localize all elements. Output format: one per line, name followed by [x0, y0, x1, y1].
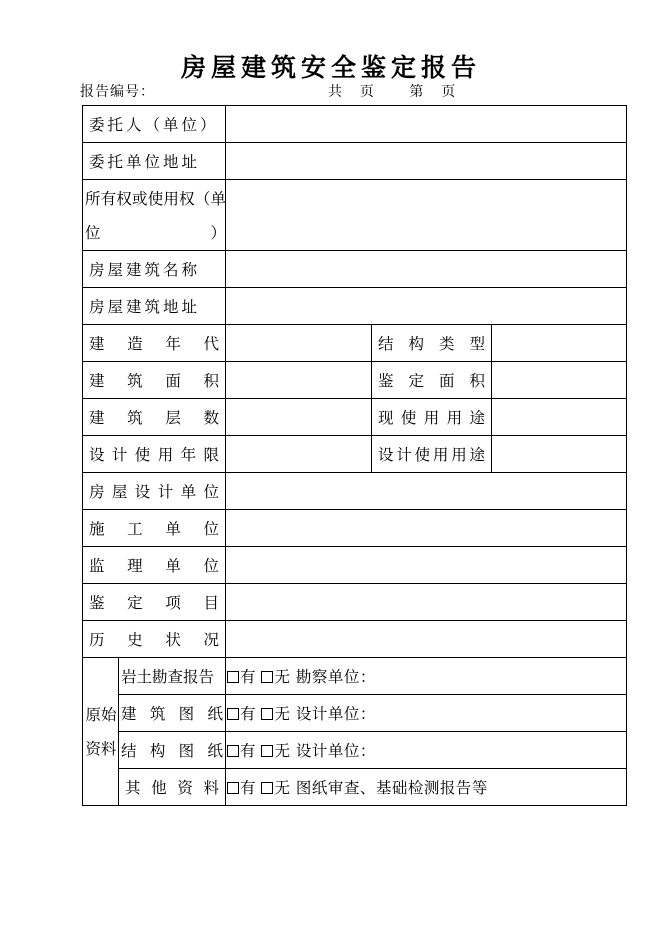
design-unit-label: 房屋设计单位 — [83, 473, 226, 510]
floors-label: 建筑层数 — [83, 399, 226, 436]
table-row — [83, 584, 627, 621]
appraisal-items-field[interactable] — [226, 584, 627, 621]
doc-name: 岩土勘查报告 — [119, 658, 226, 695]
appraisal-form-table — [82, 105, 627, 806]
table-row — [83, 732, 627, 769]
yes-label: 有 — [240, 705, 257, 723]
yes-checkbox[interactable] — [227, 671, 239, 683]
building-name-field[interactable] — [226, 251, 627, 288]
owner-label-text: 所有权或使用权（单位） — [85, 190, 226, 242]
table-row — [83, 547, 627, 584]
design-unit-field[interactable] — [226, 473, 627, 510]
total-label: 共 — [328, 84, 342, 100]
build-year-label: 建造年代 — [83, 325, 226, 362]
document-title: 房屋建筑安全鉴定报告 — [180, 53, 481, 82]
building-address-label: 房屋建筑地址 — [83, 288, 226, 325]
table-row — [83, 510, 627, 547]
doc-options — [226, 658, 627, 695]
yes-label: 有 — [240, 668, 257, 686]
history-field[interactable] — [226, 621, 627, 658]
building-name-label: 房屋建筑名称 — [83, 251, 226, 288]
unit-label: 设计单位： — [295, 705, 376, 723]
appraisal-area-field[interactable] — [492, 362, 627, 399]
report-number-label: 报告编号： — [80, 84, 155, 100]
yes-label: 有 — [240, 742, 257, 760]
no-checkbox[interactable] — [261, 745, 273, 757]
page-word: 页 — [359, 84, 374, 100]
client-address-label: 委托单位地址 — [83, 143, 226, 180]
building-address-field[interactable] — [226, 288, 627, 325]
building-area-field[interactable] — [226, 362, 372, 399]
yes-checkbox[interactable] — [227, 745, 239, 757]
no-label: 无 — [274, 742, 291, 760]
table-row — [83, 106, 627, 143]
unit-label: 勘察单位： — [295, 668, 376, 686]
table-row — [83, 251, 627, 288]
doc-name: 建筑图纸 — [119, 695, 226, 732]
table-row — [83, 695, 627, 732]
page-word-2: 页 — [441, 84, 456, 100]
table-row — [83, 325, 627, 362]
doc-name: 结构图纸 — [119, 732, 226, 769]
design-life-field[interactable] — [226, 436, 372, 473]
table-row — [83, 436, 627, 473]
no-checkbox[interactable] — [261, 671, 273, 683]
design-use-label: 设计使用用途 — [372, 436, 492, 473]
current-use-field[interactable] — [492, 399, 627, 436]
appraisal-area-label: 鉴定面积 — [372, 362, 492, 399]
no-label: 无 — [274, 668, 291, 686]
original-docs-label — [83, 658, 119, 806]
original-docs-label-text: 原始资料 — [85, 705, 117, 758]
construction-unit-field[interactable] — [226, 510, 627, 547]
floors-field[interactable] — [226, 399, 372, 436]
current-label: 第 — [409, 84, 424, 100]
table-row — [83, 473, 627, 510]
current-use-label: 现使用用途 — [372, 399, 492, 436]
no-checkbox[interactable] — [261, 782, 273, 794]
client-label: 委托人（单位） — [83, 106, 226, 143]
table-row — [83, 362, 627, 399]
build-year-field[interactable] — [226, 325, 372, 362]
page-count — [328, 81, 455, 101]
history-label: 历史状况 — [83, 621, 226, 658]
appraisal-items-label: 鉴定项目 — [83, 584, 226, 621]
client-field[interactable] — [226, 106, 627, 143]
table-row — [83, 288, 627, 325]
table-row — [83, 658, 627, 695]
yes-checkbox[interactable] — [227, 782, 239, 794]
supervision-unit-field[interactable] — [226, 547, 627, 584]
table-row — [83, 180, 627, 251]
doc-options — [226, 769, 627, 806]
no-label: 无 — [274, 705, 291, 723]
yes-checkbox[interactable] — [227, 708, 239, 720]
construction-unit-label: 施工单位 — [83, 510, 226, 547]
design-life-label: 设计使用年限 — [83, 436, 226, 473]
supervision-unit-label: 监理单位 — [83, 547, 226, 584]
structure-type-field[interactable] — [492, 325, 627, 362]
table-row — [83, 143, 627, 180]
structure-type-label: 结构类型 — [372, 325, 492, 362]
table-row — [83, 399, 627, 436]
unit-label: 设计单位： — [295, 742, 376, 760]
no-checkbox[interactable] — [261, 708, 273, 720]
doc-options — [226, 732, 627, 769]
design-use-field[interactable] — [492, 436, 627, 473]
client-address-field[interactable] — [226, 143, 627, 180]
doc-options — [226, 695, 627, 732]
owner-field[interactable] — [226, 180, 627, 251]
owner-label — [83, 180, 226, 251]
building-area-label: 建筑面积 — [83, 362, 226, 399]
yes-label: 有 — [240, 779, 257, 797]
doc-name: 其他资料 — [119, 769, 226, 806]
unit-label: 图纸审查、基础检测报告等 — [295, 779, 488, 797]
table-row — [83, 621, 627, 658]
table-row — [83, 769, 627, 806]
no-label: 无 — [274, 779, 291, 797]
